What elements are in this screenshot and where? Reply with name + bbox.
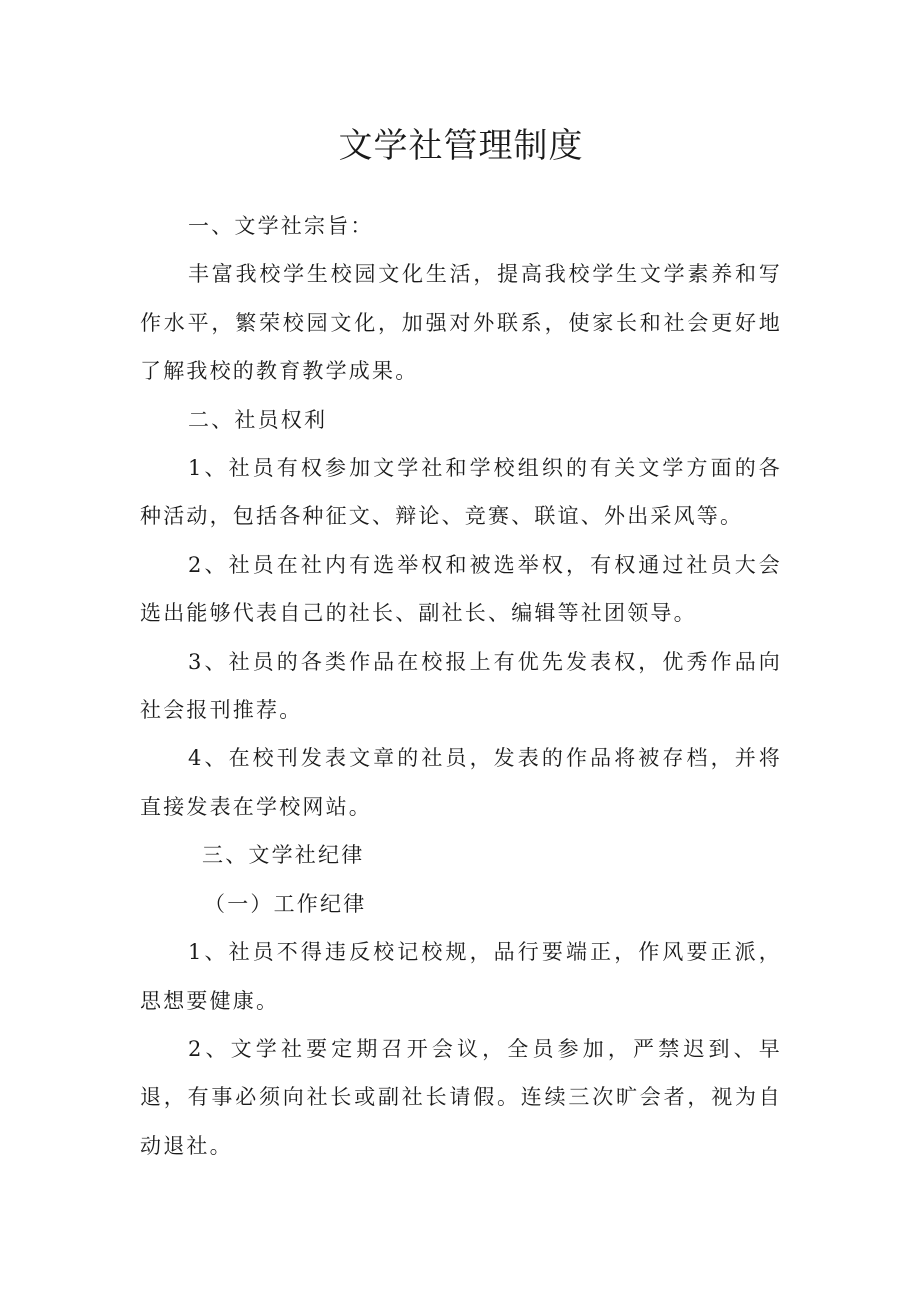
paragraph-purpose: 丰富我校学生校园文化生活，提高我校学生文学素养和写作水平，繁荣校园文化，加强对外联系，使家长和社会更好地了解我校的教育教学成果。 (140, 262, 782, 384)
rights-item-4: 4、在校刊发表文章的社员，发表的作品将被存档，并将直接发表在学校网站。 (140, 746, 782, 819)
document-title: 文学社管理制度 (338, 126, 584, 166)
discipline-item-1: 1、社员不得违反校记校规，品行要端正，作风要正派，思想要健康。 (140, 940, 782, 1013)
subsection-heading-work-discipline: （一）工作纪律 (204, 891, 367, 916)
section-heading-purpose: 一、文学社宗旨： (188, 214, 374, 238)
document-body (140, 202, 782, 1170)
section-heading-rights: 二、社员权利 (188, 407, 328, 432)
rights-item-2: 2、社员在社内有选举权和被选举权，有权通过社员大会选出能够代表自己的社长、副社长、编辑等社团领导。 (140, 552, 782, 626)
rights-item-3: 3、社员的各类作品在校报上有优先发表权，优秀作品向社会报刊推荐。 (140, 649, 782, 723)
discipline-item-2: 2、文学社要定期召开会议，全员参加，严禁迟到、早退，有事必须向社长或副社长请假。连续三次旷会者，视为自动退社。 (140, 1036, 782, 1158)
rights-item-1: 1、社员有权参加文学社和学校组织的有关文学方面的各种活动，包括各种征文、辩论、竞赛、联谊、外出采风等。 (140, 456, 782, 529)
section-heading-discipline: 三、文学社纪律 (202, 843, 365, 868)
